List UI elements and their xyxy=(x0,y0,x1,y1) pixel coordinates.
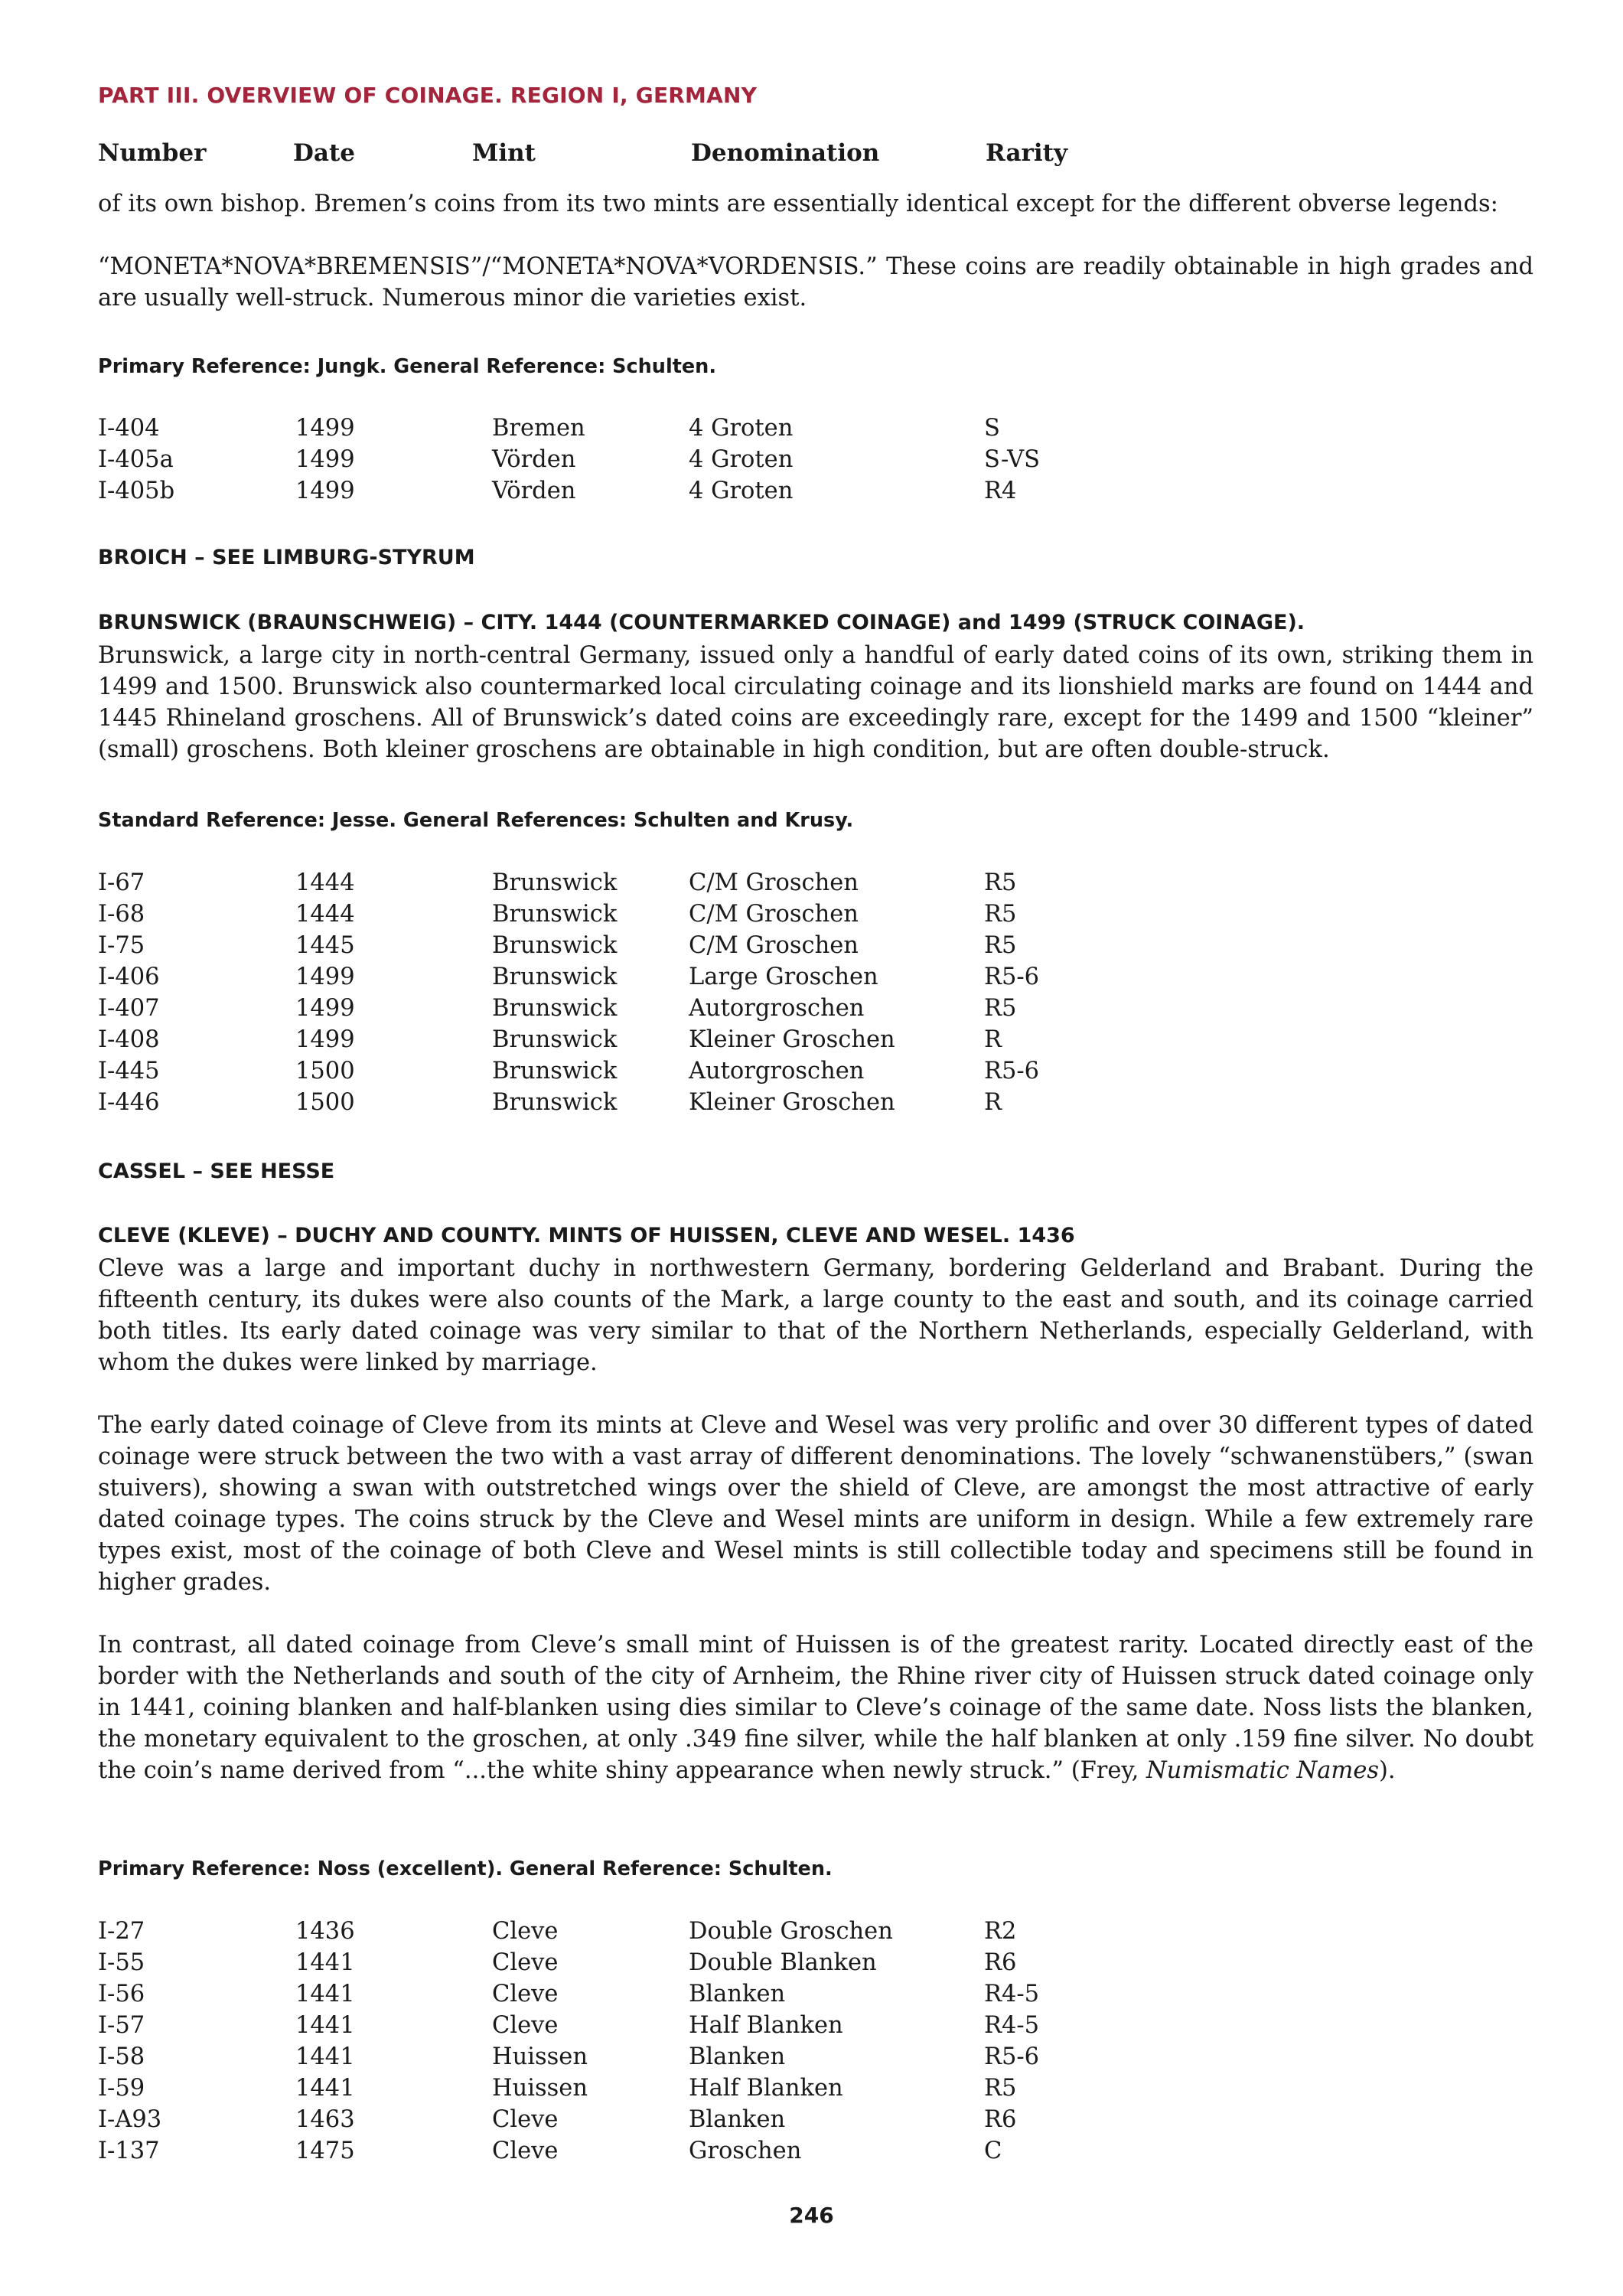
cassel-heading: CASSEL – SEE HESSE xyxy=(98,1159,335,1183)
cell-number: I-67 xyxy=(98,869,145,896)
cell-number: I-68 xyxy=(98,901,145,928)
cell-mint: Huissen xyxy=(492,2075,588,2102)
cell-number: I-446 xyxy=(98,1089,160,1116)
cell-number: I-406 xyxy=(98,964,160,990)
cell-rarity: S xyxy=(984,415,1000,442)
cell-denomination: 4 Groten xyxy=(689,478,794,504)
cell-date: 1499 xyxy=(295,478,355,504)
table-row xyxy=(0,1981,1623,2012)
cell-number: I-407 xyxy=(98,995,160,1022)
cell-mint: Cleve xyxy=(492,2106,559,2133)
cell-denomination: Large Groschen xyxy=(689,964,878,990)
table-row xyxy=(0,1026,1623,1058)
cell-date: 1500 xyxy=(295,1058,355,1084)
brunswick-heading: BRUNSWICK (BRAUNSCHWEIG) – CITY. 1444 (COUNTERMARKED COINAGE) and 1499 (STRUCK COINAGE). xyxy=(98,611,1305,634)
cell-denomination: Half Blanken xyxy=(689,2012,843,2039)
cell-rarity: C xyxy=(984,2138,1002,2164)
cell-denomination: Autorgroschen xyxy=(689,1058,865,1084)
cell-denomination: Groschen xyxy=(689,2138,802,2164)
cell-date: 1441 xyxy=(295,2075,355,2102)
table-row xyxy=(0,1089,1623,1120)
column-header-denomination: Denomination xyxy=(691,139,880,167)
cell-mint: Huissen xyxy=(492,2043,588,2070)
cell-rarity: R4-5 xyxy=(984,2012,1040,2039)
cell-rarity: R5-6 xyxy=(984,1058,1040,1084)
cell-denomination: Blanken xyxy=(689,2043,786,2070)
cell-denomination: Kleiner Groschen xyxy=(689,1026,895,1053)
brunswick-paragraph: Brunswick, a large city in north-central Germany, issued only a handful of early dated coins of its own, striking them in 1499 and 1500. Brunswick also countermarked local circulating coinage and its lionshield marks are found on 1444 and 1445 Rhineland groschens. All of Brunswick’s dated coins are exceedingly rare, except for the 1499 and 1500 “kleiner” (small) groschens. Both kleiner groschens are obtainable in high condition, but are often double-struck. xyxy=(98,642,1533,763)
cell-date: 1444 xyxy=(295,901,355,928)
column-header-row xyxy=(0,139,1623,170)
cleve-coin-table xyxy=(0,1918,1623,2169)
table-row xyxy=(0,415,1623,446)
table-row xyxy=(0,478,1623,509)
cell-mint: Brunswick xyxy=(492,964,618,990)
cell-rarity: R6 xyxy=(984,2106,1017,2133)
cell-mint: Brunswick xyxy=(492,995,618,1022)
cell-number: I-27 xyxy=(98,1918,145,1945)
bremen-paragraph-1: of its own bishop. Bremen’s coins from its two mints are essentially identical except for the different obverse legends: xyxy=(98,191,1498,217)
cleve-paragraph-2: The early dated coinage of Cleve from its mints at Cleve and Wesel was very prolific and over 30 different types of dated coinage were struck between the two with a vast array of different denominations. The lovely “schwanenstübers,” (swan stuivers), showing a swan with outstretched wings over the shield of Cleve, are amongst the most attractive of early dated coinage types. The coins struck by the Cleve and Wesel mints are uniform in design. While a few extremely rare types exist, most of the coinage of both Cleve and Wesel mints is still collectible today and specimens still be found in higher grades. xyxy=(98,1412,1533,1596)
cell-rarity: R4-5 xyxy=(984,1981,1040,2007)
cell-number: I-137 xyxy=(98,2138,160,2164)
cleve-reference: Primary Reference: Noss (excellent). General Reference: Schulten. xyxy=(98,1857,833,1880)
page-number: 246 xyxy=(789,2203,834,2228)
cleve-paragraph-1: Cleve was a large and important duchy in northwestern Germany, bordering Gelderland and Brabant. During the fifteenth century, its dukes were also counts of the Mark, a large county to the east and south, and its coinage carried both titles. Its early dated coinage was very similar to that of the Northern Netherlands, especially Gelderland, with whom the dukes were linked by marriage. xyxy=(98,1255,1533,1376)
cell-number: I-55 xyxy=(98,1949,145,1976)
cell-mint: Brunswick xyxy=(492,869,618,896)
cell-rarity: R xyxy=(984,1089,1002,1116)
column-header-number: Number xyxy=(98,139,207,167)
cell-mint: Bremen xyxy=(492,415,585,442)
cell-date: 1500 xyxy=(295,1089,355,1116)
cell-mint: Brunswick xyxy=(492,901,618,928)
cell-denomination: Autorgroschen xyxy=(689,995,865,1022)
table-row xyxy=(0,1058,1623,1089)
cell-rarity: R5 xyxy=(984,932,1017,959)
cell-mint: Brunswick xyxy=(492,1089,618,1116)
cell-rarity: R2 xyxy=(984,1918,1017,1945)
cell-number: I-58 xyxy=(98,2043,145,2070)
column-header-mint: Mint xyxy=(472,139,536,167)
cell-rarity: R5 xyxy=(984,2075,1017,2102)
cell-date: 1436 xyxy=(295,1918,355,1945)
cell-number: I-A93 xyxy=(98,2106,162,2133)
cell-denomination: Blanken xyxy=(689,1981,786,2007)
cell-rarity: R xyxy=(984,1026,1002,1053)
bremen-coin-table xyxy=(0,415,1623,509)
table-row xyxy=(0,1949,1623,1981)
cell-number: I-404 xyxy=(98,415,160,442)
cell-date: 1499 xyxy=(295,964,355,990)
table-row xyxy=(0,1918,1623,1949)
cell-number: I-445 xyxy=(98,1058,160,1084)
cell-denomination: C/M Groschen xyxy=(689,901,859,928)
bremen-paragraph-2: “MONETA*NOVA*BREMENSIS”/“MONETA*NOVA*VORDENSIS.” These coins are readily obtainable in high grades and are usually well-struck. Numerous minor die varieties exist. xyxy=(98,253,1533,311)
cell-rarity: R5 xyxy=(984,995,1017,1022)
cell-date: 1441 xyxy=(295,1981,355,2007)
cell-date: 1463 xyxy=(295,2106,355,2133)
cell-mint: Cleve xyxy=(492,1981,559,2007)
cell-mint: Vörden xyxy=(492,446,576,473)
cell-number: I-75 xyxy=(98,932,145,959)
cell-mint: Brunswick xyxy=(492,932,618,959)
cell-rarity: R4 xyxy=(984,478,1017,504)
column-header-rarity: Rarity xyxy=(986,139,1068,167)
cell-denomination: C/M Groschen xyxy=(689,869,859,896)
table-row xyxy=(0,901,1623,932)
cell-date: 1441 xyxy=(295,2043,355,2070)
cell-date: 1499 xyxy=(295,415,355,442)
table-row xyxy=(0,446,1623,478)
cell-number: I-56 xyxy=(98,1981,145,2007)
cell-date: 1441 xyxy=(295,1949,355,1976)
cell-rarity: R5-6 xyxy=(984,964,1040,990)
cell-mint: Cleve xyxy=(492,2138,559,2164)
table-row xyxy=(0,2075,1623,2106)
table-row xyxy=(0,2106,1623,2138)
brunswick-reference: Standard Reference: Jesse. General References: Schulten and Krusy. xyxy=(98,809,854,832)
cell-number: I-405a xyxy=(98,446,174,473)
running-header: PART III. OVERVIEW OF COINAGE. REGION I, GERMANY xyxy=(98,83,758,108)
table-row xyxy=(0,932,1623,964)
cell-date: 1441 xyxy=(295,2012,355,2039)
table-row xyxy=(0,2012,1623,2043)
cell-number: I-57 xyxy=(98,2012,145,2039)
cell-denomination: Double Groschen xyxy=(689,1918,893,1945)
cell-denomination: Blanken xyxy=(689,2106,786,2133)
cleve-paragraph-3-text: In contrast, all dated coinage from Cleve’s small mint of Huissen is of the greatest rarity. Located directly east of the border with the Netherlands and south of the city of Arnheim, the Rhine river city of Huissen struck dated coinage only in 1441, coining blanken and half-blanken using dies similar to Cleve’s coinage of the same date. Noss lists the blanken, the monetary equivalent to the groschen, at only .349 fine silver, while the half blanken at only .159 fine silver. No doubt the coin’s name derived from “...the white shiny appearance when newly struck.” (Frey, xyxy=(98,1632,1533,1784)
cleve-paragraph-3 xyxy=(98,1629,1533,1786)
cell-denomination: C/M Groschen xyxy=(689,932,859,959)
cell-mint: Cleve xyxy=(492,2012,559,2039)
cell-denomination: Double Blanken xyxy=(689,1949,877,1976)
cell-number: I-405b xyxy=(98,478,175,504)
cleve-paragraph-3-citation: Numismatic Names xyxy=(1146,1757,1380,1784)
cell-mint: Cleve xyxy=(492,1918,559,1945)
table-row xyxy=(0,869,1623,901)
cleve-paragraph-3-end: ). xyxy=(1379,1757,1396,1784)
cell-rarity: R5 xyxy=(984,901,1017,928)
cell-mint: Brunswick xyxy=(492,1058,618,1084)
broich-heading: BROICH – SEE LIMBURG-STYRUM xyxy=(98,546,475,569)
brunswick-coin-table xyxy=(0,869,1623,1120)
table-row xyxy=(0,2043,1623,2075)
cell-date: 1499 xyxy=(295,446,355,473)
table-row xyxy=(0,995,1623,1026)
cell-mint: Brunswick xyxy=(492,1026,618,1053)
cell-date: 1444 xyxy=(295,869,355,896)
cell-date: 1445 xyxy=(295,932,355,959)
cell-number: I-59 xyxy=(98,2075,145,2102)
cell-denomination: Half Blanken xyxy=(689,2075,843,2102)
cell-date: 1499 xyxy=(295,1026,355,1053)
bremen-reference: Primary Reference: Jungk. General Reference: Schulten. xyxy=(98,355,717,378)
table-row xyxy=(0,2138,1623,2169)
cell-mint: Vörden xyxy=(492,478,576,504)
cell-mint: Cleve xyxy=(492,1949,559,1976)
column-header-date: Date xyxy=(293,139,356,167)
cell-date: 1499 xyxy=(295,995,355,1022)
cell-rarity: R5-6 xyxy=(984,2043,1040,2070)
cell-denomination: 4 Groten xyxy=(689,446,794,473)
cell-denomination: Kleiner Groschen xyxy=(689,1089,895,1116)
cell-date: 1475 xyxy=(295,2138,355,2164)
cell-rarity: R6 xyxy=(984,1949,1017,1976)
cleve-heading: CLEVE (KLEVE) – DUCHY AND COUNTY. MINTS OF HUISSEN, CLEVE AND WESEL. 1436 xyxy=(98,1224,1075,1247)
table-row xyxy=(0,964,1623,995)
cell-denomination: 4 Groten xyxy=(689,415,794,442)
cell-rarity: R5 xyxy=(984,869,1017,896)
cell-number: I-408 xyxy=(98,1026,160,1053)
cell-rarity: S-VS xyxy=(984,446,1041,473)
